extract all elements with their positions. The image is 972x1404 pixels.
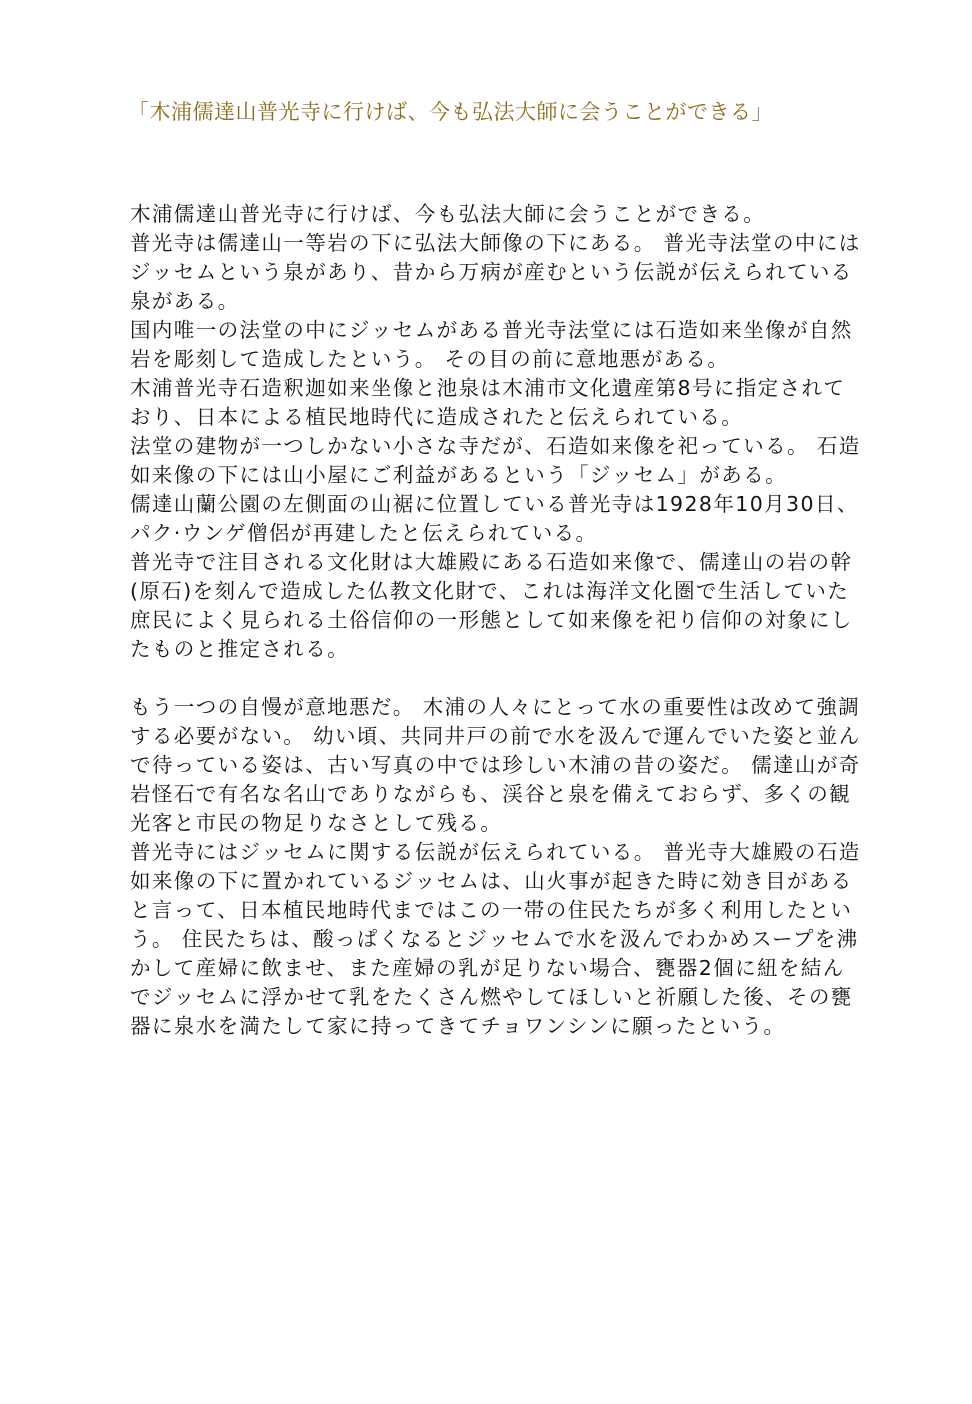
paragraph-9: 普光寺にはジッセムに関する伝説が伝えられている。 普光寺大雄殿の石造如来像の下に置かれているジッセムは、山火事が起きた時に効き目があると言って、日本植民地時代まではこの一帯の住民たちが多く利用したという。 住民たちは、酸っぱくなるとジッセムで水を汲んでわかめスープを沸かして産婦に飲ませ、また産婦の乳が足りない場合、甕器2個に紐を結んでジッセムに浮かせて乳をたくさん燃やしてほしいと祈願した後、その甕器に泉水を満たして家に持ってきてチョワンシンに願ったという。 [130, 840, 861, 1038]
paragraph-6: 儒達山蘭公園の左側面の山裾に位置している普光寺は1928年10月30日、パク·ウンゲ僧侶が再建したと伝えられている。 [130, 492, 859, 545]
paragraph-1: 木浦儒達山普光寺に行けば、今も弘法大師に会うことができる。 [130, 202, 766, 226]
paragraph-7: 普光寺で注目される文化財は大雄殿にある石造如来像で、儒達山の岩の幹(原石)を刻んで造成した仏教文化財で、これは海洋文化圏で生活していた庶民によく見られる土俗信仰の一形態として如来像を祀り信仰の対象にしたものと推定される。 [130, 550, 853, 661]
document-title: 「木浦儒達山普光寺に行けば、今も弘法大師に会うことができる」 [128, 100, 773, 124]
paragraph-4: 木浦普光寺石造釈迦如来坐像と池泉は木浦市文化遺産第8号に指定されており、日本による植民地時代に造成されたと伝えられている。 [130, 376, 846, 429]
paragraph-spacer [130, 664, 866, 693]
paragraph-3: 国内唯一の法堂の中にジッセムがある普光寺法堂には石造如来坐像が自然岩を彫刻して造成したという。 その目の前に意地悪がある。 [130, 318, 853, 371]
document-body [130, 200, 866, 1041]
paragraph-2: 普光寺は儒達山一等岩の下に弘法大師像の下にある。 普光寺法堂の中にはジッセムという泉があり、昔から万病が産むという伝説が伝えられている泉がある。 [130, 231, 861, 313]
paragraph-5: 法堂の建物が一つしかない小さな寺だが、石造如来像を祀っている。 石造如来像の下には山小屋にご利益があるという「ジッセム」がある。 [130, 434, 861, 487]
paragraph-8: もう一つの自慢が意地悪だ。 木浦の人々にとって水の重要性は改めて強調する必要がない。 幼い頃、共同井戸の前で水を汲んで運んでいた姿と並んで待っている姿は、古い写真の中では珍しい木浦の昔の姿だ。 儒達山が奇岩怪石で有名な名山でありながらも、渓谷と泉を備えておらず、多くの観光客と市民の物足りなさとして残る。 [130, 695, 861, 835]
